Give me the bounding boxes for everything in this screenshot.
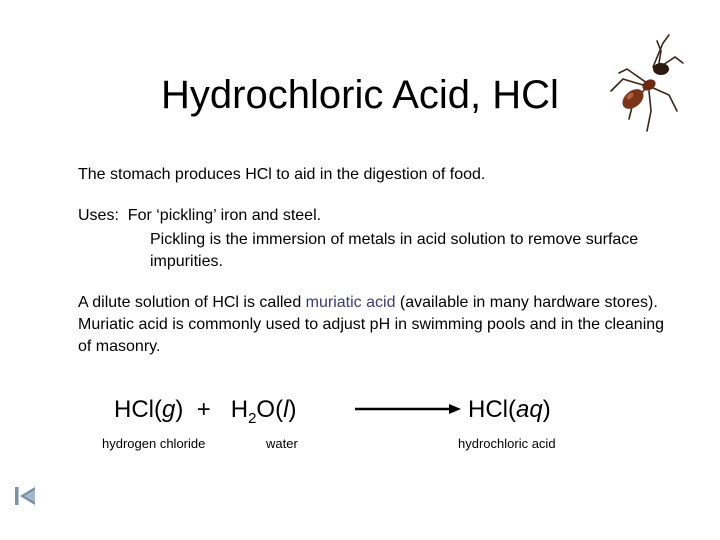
first-slide-icon[interactable] [14, 485, 36, 507]
liquid-state: l [283, 396, 289, 423]
product-close-paren: ) [542, 396, 551, 423]
gas-state: g [162, 396, 176, 423]
ant-icon [603, 33, 685, 135]
aqueous-state: aq [516, 396, 543, 423]
uses-item: For ‘pickling’ iron and steel. [127, 207, 322, 224]
hcl-close-paren: ) [175, 396, 184, 423]
hcl-aq-formula: HCl( [468, 396, 516, 423]
stomach-paragraph: The stomach produces HCl to aid in the digestion of food. [78, 166, 486, 183]
equation-product [468, 394, 551, 426]
muriatic-text-after: (available in many hardware stores). Muriatic acid is commonly used to adjust pH in swimming pools and in the cleaning of masonry. [78, 294, 665, 355]
hcl-gas-formula: HCl( [114, 396, 162, 423]
muriatic-text-before: A dilute solution of HCl is called [78, 294, 306, 311]
plus-sign: + [196, 396, 211, 423]
hydrogen-chloride-label: hydrogen chloride [102, 436, 206, 451]
slide-title: Hydrochloric Acid, HCl [161, 72, 559, 117]
muriatic-acid-term: muriatic acid [305, 294, 396, 311]
pickling-definition: Pickling is the immersion of metals in acid solution to remove surface impurities. [150, 231, 639, 270]
water-o: O( [256, 396, 284, 423]
water-subscript: 2 [248, 410, 257, 427]
equation-reactants [114, 394, 296, 426]
water-label: water [266, 436, 298, 451]
water-h: H [230, 396, 249, 423]
muriatic-paragraph [78, 292, 678, 358]
water-close-paren: ) [288, 396, 297, 423]
hydrochloric-acid-label: hydrochloric acid [458, 436, 556, 451]
reaction-arrow [355, 403, 461, 415]
uses-label: Uses: [78, 207, 119, 224]
uses-line [78, 205, 321, 227]
